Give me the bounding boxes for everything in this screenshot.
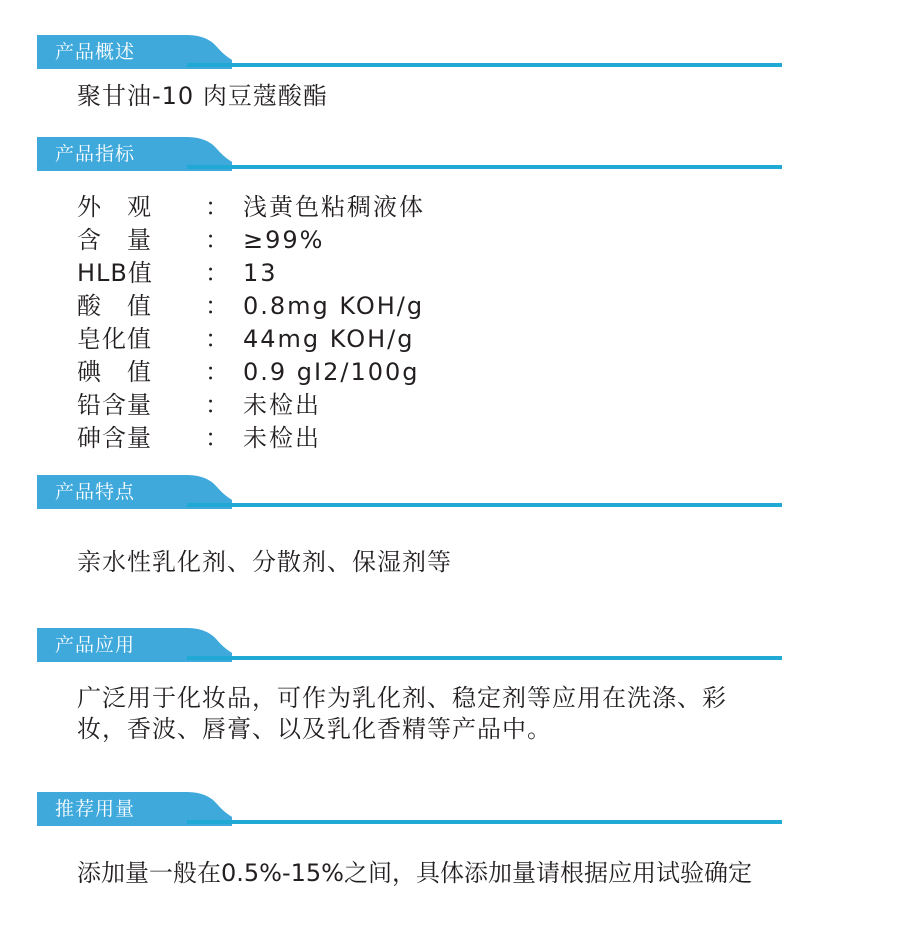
spec-value: 0.9 gI2/100g <box>243 358 420 386</box>
spec-row <box>77 290 425 323</box>
features-text: 亲水性乳化剂、分散剂、保湿剂等 <box>77 548 452 576</box>
spec-row <box>77 389 425 422</box>
section-title: 产品指标 <box>55 143 136 165</box>
section-header-overview <box>37 35 782 69</box>
spec-colon: ： <box>205 424 229 452</box>
section-divider <box>187 63 782 67</box>
overview-text: 聚甘油-10 肉豆蔻酸酯 <box>77 82 328 110</box>
spec-table <box>77 191 425 455</box>
spec-value: 13 <box>243 259 278 287</box>
spec-label: 皂化值 <box>77 325 152 353</box>
spec-row <box>77 191 425 224</box>
spec-row <box>77 257 425 290</box>
spec-colon: ： <box>205 226 229 254</box>
section-header-specs <box>37 137 782 171</box>
spec-value: 0.8mg KOH/g <box>243 292 425 320</box>
spec-label: 外 观 <box>77 193 152 221</box>
spec-colon: ： <box>205 325 229 353</box>
spec-value: 44mg KOH/g <box>243 325 415 353</box>
spec-colon: ： <box>205 259 229 287</box>
spec-label: HLB值 <box>77 259 153 287</box>
spec-colon: ： <box>205 292 229 320</box>
section-header-dosage <box>37 792 782 826</box>
application-text-line1: 广泛用于化妆品，可作为乳化剂、稳定剂等应用在洗涤、彩 <box>77 684 727 712</box>
section-divider <box>187 820 782 824</box>
spec-colon: ： <box>205 193 229 221</box>
spec-value: 未检出 <box>243 424 321 452</box>
spec-label: 碘 值 <box>77 358 152 386</box>
section-title: 推荐用量 <box>55 798 136 820</box>
section-divider <box>187 656 782 660</box>
spec-colon: ： <box>205 391 229 419</box>
dosage-text: 添加量一般在0.5%-15%之间，具体添加量请根据应用试验确定 <box>77 859 752 887</box>
spec-value: ≥99% <box>243 226 325 254</box>
spec-row <box>77 422 425 455</box>
spec-value: 浅黄色粘稠液体 <box>243 193 425 221</box>
section-header-application <box>37 628 782 662</box>
application-text-line2: 妆，香波、唇膏、以及乳化香精等产品中。 <box>77 715 552 743</box>
spec-row <box>77 356 425 389</box>
section-title: 产品应用 <box>55 634 136 656</box>
spec-label: 砷含量 <box>77 424 152 452</box>
spec-colon: ： <box>205 358 229 386</box>
spec-row <box>77 224 425 257</box>
spec-label: 酸 值 <box>77 292 152 320</box>
section-title: 产品概述 <box>55 41 136 63</box>
spec-row <box>77 323 425 356</box>
section-divider <box>187 503 782 507</box>
spec-label: 含 量 <box>77 226 152 254</box>
spec-label: 铅含量 <box>77 391 152 419</box>
section-title: 产品特点 <box>55 481 136 503</box>
section-header-features <box>37 475 782 509</box>
spec-value: 未检出 <box>243 391 321 419</box>
section-divider <box>187 165 782 169</box>
